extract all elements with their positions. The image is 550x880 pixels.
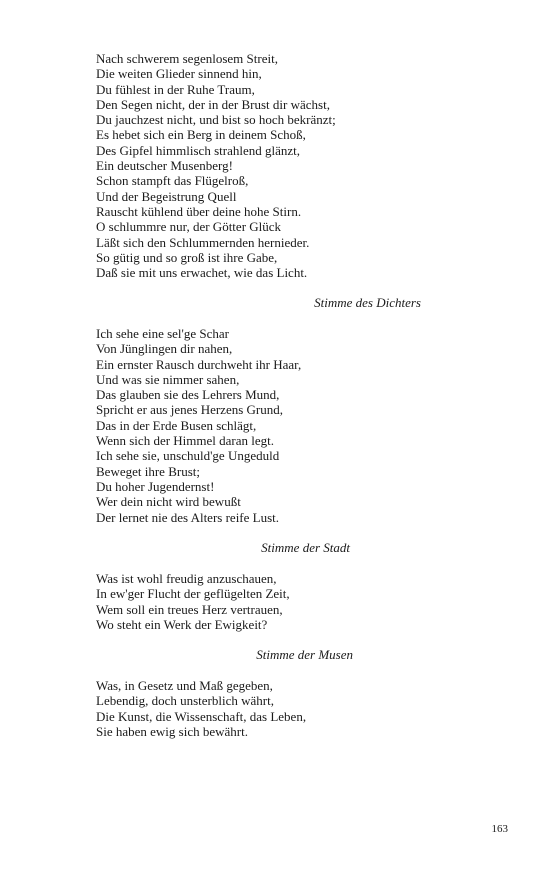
verse-line: Das glauben sie des Lehrers Mund,: [96, 387, 280, 403]
stanza-1: [96, 51, 476, 280]
verse-line: Die Kunst, die Wissenschaft, das Leben,: [96, 708, 307, 724]
verse-line: Wo steht ein Werk der Ewigkeit?: [96, 616, 268, 632]
verse-line: Nach schwerem segenlosem Streit,: [96, 51, 278, 66]
stanza-3: [96, 571, 476, 632]
verse-line: Lebendig, doch unsterblich währt,: [96, 693, 274, 709]
verse-line: Ein ernster Rausch durchweht ihr Haar,: [96, 356, 302, 372]
verse-line: Und der Begeistrung Quell: [96, 188, 237, 204]
verse-line: O schlummre nur, der Götter Glück: [96, 219, 282, 235]
verse-line: Läßt sich den Schlummernden hernieder.: [96, 234, 310, 250]
verse-line: Von Jünglingen dir nahen,: [96, 341, 233, 357]
verse-line: Rauscht kühlend über deine hohe Stirn.: [96, 203, 302, 219]
verse-line: Du hoher Jugendernst!: [96, 478, 215, 494]
verse-line: Sie haben ewig sich bewährt.: [96, 723, 248, 739]
verse-line: Daß sie mit uns erwachet, wie das Licht.: [96, 265, 308, 281]
stanza-2: [96, 326, 476, 525]
verse-line: Was, in Gesetz und Maß gegeben,: [96, 678, 273, 693]
verse-line: Was ist wohl freudig anzuschauen,: [96, 571, 277, 586]
verse-line: Du jauchzest nicht, und bist so hoch bekränzt;: [96, 112, 336, 128]
verse-line: So gütig und so groß ist ihre Gabe,: [96, 249, 278, 265]
verse-line: Spricht er aus jenes Herzens Grund,: [96, 402, 283, 418]
verse-line: Des Gipfel himmlisch strahlend glänzt,: [96, 142, 300, 158]
verse-line: Den Segen nicht, der in der Brust dir wächst,: [96, 96, 330, 112]
verse-line: Die weiten Glieder sinnend hin,: [96, 66, 262, 82]
verse-line: Ein deutscher Musenberg!: [96, 158, 233, 174]
verse-line: Ich sehe eine sel'ge Schar: [96, 326, 230, 341]
verse-line: Beweget ihre Brust;: [96, 463, 200, 479]
verse-line: Wem soll ein treues Herz vertrauen,: [96, 601, 283, 617]
speaker-heading-dichter: Stimme des Dichters: [314, 295, 421, 310]
verse-line: Und was sie nimmer sahen,: [96, 371, 240, 387]
verse-line: Es hebet sich ein Berg in deinem Schoß,: [96, 127, 306, 143]
speaker-heading-musen: Stimme der Musen: [256, 647, 353, 662]
verse-line: Das in der Erde Busen schlägt,: [96, 417, 257, 433]
verse-line: Wer dein nicht wird bewußt: [96, 494, 241, 510]
verse-line: Du fühlest in der Ruhe Traum,: [96, 81, 255, 97]
speaker-heading-stadt: Stimme der Stadt: [261, 540, 350, 555]
stanza-4: [96, 678, 476, 739]
verse-line: In ew'ger Flucht der geflügelten Zeit,: [96, 586, 290, 602]
verse-line: Schon stampft das Flügelroß,: [96, 173, 249, 189]
verse-line: Der lernet nie des Alters reife Lust.: [96, 509, 280, 525]
page-number: 163: [491, 823, 508, 835]
verse-line: Wenn sich der Himmel daran legt.: [96, 433, 275, 449]
verse-line: Ich sehe sie, unschuld'ge Ungeduld: [96, 448, 280, 464]
